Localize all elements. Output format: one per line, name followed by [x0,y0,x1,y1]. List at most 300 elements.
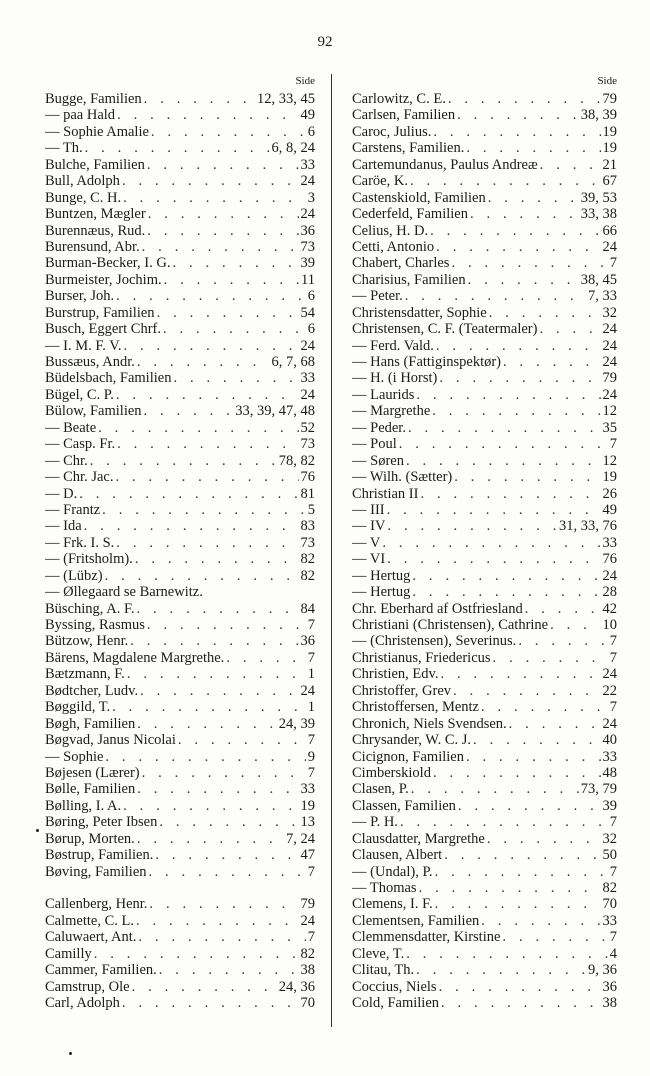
index-entry [45,749,315,765]
entry-name: Chronich, Niels Svendsen. [352,715,507,732]
index-entry [352,716,617,732]
entry-name: — D. [45,485,78,502]
entry-name: — Chr. Jac. [45,469,114,486]
entry-name: Bunge, C. H. [45,189,122,206]
entry-name: Burser, Joh. [45,288,115,305]
index-entry [45,666,315,682]
index-entry [352,929,617,945]
entry-pages: 83 [300,518,315,535]
entry-name: Bügel, C. P. [45,386,114,403]
leader-dots [457,107,579,123]
entry-name: Buntzen, Mægler [45,206,146,223]
leader-dots [115,469,298,485]
index-entry [352,617,617,633]
index-entry [45,206,315,222]
entry-pages: 76 [602,551,617,568]
entry-pages: 39, 53 [580,189,617,206]
entry-pages: 70 [602,896,617,913]
entry-name: — IV [352,518,386,535]
index-entry [352,666,617,682]
leader-dots [416,387,600,403]
index-entry [352,239,617,255]
leader-dots [387,551,600,567]
entry-pages: 70 [300,995,315,1012]
entry-name: Clausdatter, Margrethe [352,830,485,847]
entry-name: Chr. Eberhard af Ostfriesland [352,600,523,617]
entry-name: — Frk. I. S. [45,534,115,551]
entry-pages: 24 [300,912,315,929]
index-entry [352,568,617,584]
index-entry [352,436,617,452]
leader-dots [79,486,298,502]
entry-name: Classen, Familien [352,797,456,814]
entry-name: Christoffer, Grev [352,682,452,699]
leader-dots [405,288,586,304]
leader-dots [454,469,600,485]
leader-dots [84,518,299,534]
entry-pages: 33 [300,781,315,798]
index-entry [352,962,617,978]
entry-pages: 24 [602,567,617,584]
leader-dots [144,403,234,419]
entry-name: Carlowitz, C. E. [352,91,446,107]
entry-pages: 84 [300,600,315,617]
index-entry [352,847,617,863]
entry-pages: 7 [609,255,617,272]
leader-dots [406,946,608,962]
entry-pages: 54 [300,304,315,321]
index-entry [352,403,617,419]
index-entry [45,814,315,830]
index-entry [45,601,315,617]
entry-name: Christensdatter, Sophie [352,304,487,321]
entry-name: — Ferd. Vald. [352,337,434,354]
leader-dots [432,403,600,419]
index-entry [352,896,617,912]
leader-dots [433,765,601,781]
leader-dots [470,206,579,222]
entry-name: Bull, Adolph [45,173,120,190]
leader-dots [117,436,298,452]
index-entry [352,91,617,107]
leader-dots [147,157,299,173]
entry-pages: 24 [300,173,315,190]
leader-dots [102,502,306,518]
right-entries [352,91,617,1012]
index-entry [45,535,315,551]
index-entry [352,864,617,880]
entry-pages: 33 [602,748,617,765]
leader-dots [540,157,601,173]
entry-name: Bøving, Familien [45,863,147,880]
entry-pages: 28 [602,584,617,601]
entry-pages: 19 [602,123,617,140]
entry-pages: 38 [300,962,315,979]
entry-name: — (Undal), P. [352,863,433,880]
entry-name: Clasen, P. [352,781,409,798]
leader-dots [130,633,298,649]
entry-name: Bülow, Familien [45,403,142,420]
index-entry [45,403,315,419]
entry-name: Camilly [45,945,92,962]
entry-pages: 42 [602,600,617,617]
leader-dots [525,601,601,617]
leader-dots [164,272,299,288]
entry-name: Carlsen, Familien [352,107,456,124]
entry-pages: 82 [300,567,315,584]
entry-pages: 33 [300,370,315,387]
index-entry [45,140,315,156]
leader-dots [412,584,600,600]
leader-dots [458,798,601,814]
entry-name: Bøjesen (Lærer) [45,764,140,781]
index-entry [45,469,315,485]
entry-name: — Ida [45,518,82,535]
leader-dots [419,880,601,896]
index-entry [45,781,315,797]
entry-name: Børup, Morten. [45,830,135,847]
entry-name: — Thomas [352,880,417,896]
index-entry [352,255,617,271]
entry-name: Clementsen, Familien [352,912,480,929]
index-entry [45,995,315,1011]
leader-dots [136,601,298,617]
leader-dots [132,979,277,995]
index-entry [352,601,617,617]
entry-name: Cicignon, Familien [352,748,464,765]
index-entry [45,864,315,880]
entry-pages: 39 [602,797,617,814]
index-entry [45,617,315,633]
entry-pages: 33 [300,156,315,173]
leader-dots [147,617,306,633]
index-entry [352,535,617,551]
entry-pages: 66 [602,222,617,239]
entry-name: — Laurids [352,386,415,403]
index-entry [45,732,315,748]
entry-pages: 7, 33 [588,288,617,305]
index-entry [45,338,315,354]
index-entry [45,699,315,715]
index-entry [45,568,315,584]
entry-pages: 49 [602,501,617,518]
entry-pages: 24 [602,321,617,338]
entry-name: — Casp. Fr. [45,436,116,453]
index-entry [352,338,617,354]
entry-name: Christien, Edv. [352,666,439,683]
index-entry [352,732,617,748]
leader-dots [149,896,298,912]
entry-pages: 78, 82 [278,452,315,469]
index-entry [45,305,315,321]
leader-dots [127,666,306,682]
entry-pages: 38, 45 [580,271,617,288]
entry-name: Bussæus, Andr. [45,354,135,370]
leader-dots [518,633,607,649]
entry-pages: 52 [300,419,315,436]
index-entry [352,453,617,469]
entry-name: Bärens, Magdalene Margrethe. [45,649,225,666]
index-entry [352,781,617,797]
index-entry [352,814,617,830]
entry-name: Christoffersen, Mentz [352,699,479,716]
entry-name: Burennæus, Rud. [45,222,146,239]
leader-dots [98,420,298,436]
entry-pages: 13 [300,814,315,831]
index-entry [352,650,617,666]
entry-pages: 50 [602,847,617,864]
entry-pages: 32 [602,304,617,321]
index-entry [45,765,315,781]
index-entry [352,124,617,140]
index-entry [45,272,315,288]
entry-pages: 33 [602,912,617,929]
index-entry [352,486,617,502]
leader-dots [411,781,579,797]
entry-name: — Sophie [45,748,104,765]
entry-name: — Øllegaard se Barnewitz. [45,584,203,601]
entry-name: — (Christensen), Severinus. [352,633,517,650]
left-entries [45,91,315,1012]
leader-dots [137,831,284,847]
entry-name: Cimberskiold [352,764,431,781]
leader-dots [116,288,306,304]
entry-name: Charisius, Familien [352,271,466,288]
leader-dots [85,140,270,156]
entry-pages: 82 [300,945,315,962]
entry-pages: 73 [300,436,315,453]
entry-pages: 4 [609,945,617,962]
entry-name: Clitau, Th. [352,962,415,979]
entry-pages: 47 [300,847,315,864]
index-entry [45,929,315,945]
left-index-column [45,74,315,1012]
entry-pages: 73 [300,534,315,551]
entry-pages: 12 [602,452,617,469]
entry-name: Carl, Adolph [45,995,120,1012]
index-entry [352,107,617,123]
entry-name: Coccius, Niels [352,978,437,995]
entry-pages: 12, 33, 45 [257,91,315,107]
entry-name: Burman-Becker, I. G. [45,255,171,272]
entry-name: — (Lübz) [45,567,103,584]
entry-pages: 24 [602,238,617,255]
index-entry [352,223,617,239]
index-entry [352,173,617,189]
entry-pages: 36 [602,978,617,995]
index-entry [45,847,315,863]
leader-dots [122,173,299,189]
entry-pages: 32 [602,830,617,847]
index-entry [45,239,315,255]
leader-dots [436,338,601,354]
leader-dots [163,321,306,337]
leader-dots [123,190,306,206]
entry-pages: 36 [300,222,315,239]
entry-pages: 48 [602,764,617,781]
entry-pages: 9 [307,748,315,765]
entry-pages: 24 [602,354,617,370]
index-entry [45,387,315,403]
entry-name: Büsching, A. F. [45,600,135,617]
index-entry [352,946,617,962]
entry-pages: 7 [609,633,617,650]
leader-dots [116,535,298,551]
index-entry [45,190,315,206]
entry-name: Clemmensdatter, Kirstine [352,929,501,946]
leader-dots [481,913,600,929]
index-entry [45,91,315,107]
leader-dots [172,255,298,271]
entry-name: Christianus, Friedericus [352,649,491,666]
entry-name: Cartemundanus, Paulus Andreæ [352,156,538,173]
entry-pages: 6 [307,321,315,338]
entry-name: Caluwaert, Ant. [45,929,137,946]
entry-pages: 81 [300,485,315,502]
print-speck [69,1052,72,1055]
index-entry [45,683,315,699]
leader-dots [435,896,601,912]
index-entry [45,798,315,814]
leader-dots [466,749,601,765]
leader-dots [503,354,600,370]
leader-dots [94,946,299,962]
entry-pages: 7 [307,929,315,946]
entry-name: — V [352,534,381,551]
entry-name: Caröe, K. [352,173,408,190]
leader-dots [155,847,298,863]
entry-pages: 7 [307,863,315,880]
leader-dots [451,255,607,271]
entry-name: — paa Hald [45,107,116,124]
entry-pages: 31, 33, 76 [559,518,617,535]
index-entry [352,272,617,288]
leader-dots [550,617,600,633]
leader-dots [122,995,299,1011]
entry-pages: 40 [602,732,617,749]
entry-pages: 7 [609,863,617,880]
index-entry [352,749,617,765]
entry-name: Christian II [352,485,419,502]
entry-name: — Frantz [45,501,101,518]
page-number: 92 [317,34,333,50]
leader-dots [138,929,305,945]
entry-name: — Hans (Fattiginspektør) [352,354,502,370]
leader-dots [136,913,299,929]
index-entry [352,157,617,173]
side-header: Side [295,75,315,87]
entry-name: Cammer, Familien. [45,962,157,979]
leader-dots [509,716,601,732]
leader-dots [408,420,601,436]
index-entry [352,798,617,814]
entry-pages: 7 [609,699,617,716]
entry-pages: 38 [602,995,617,1012]
index-entry [45,584,315,600]
leader-dots [400,814,608,830]
leader-dots [116,387,299,403]
entry-pages: 1 [307,666,315,683]
entry-pages: 19 [300,797,315,814]
entry-name: Bützow, Henr. [45,633,129,650]
column-divider [331,74,332,1027]
entry-name: Cleve, T. [352,945,405,962]
entry-name: Bøggild, T. [45,699,111,716]
index-entry [352,469,617,485]
index-entry [352,551,617,567]
leader-dots [481,699,608,715]
entry-pages: 22 [602,682,617,699]
entry-pages: 67 [602,173,617,190]
index-entry [45,502,315,518]
entry-name: Celius, H. D. [352,222,429,239]
entry-name: Christensen, C. F. (Teatermaler) [352,321,538,338]
leader-dots [488,190,579,206]
entry-name: Callenberg, Henr. [45,896,148,913]
entry-pages: 82 [602,880,617,896]
entry-pages: 12 [602,403,617,420]
index-entry [352,633,617,649]
index-entry [352,831,617,847]
entry-pages: 9, 36 [588,962,617,979]
index-entry [352,387,617,403]
leader-dots [410,173,601,189]
leader-dots [382,535,600,551]
leader-dots [137,354,270,370]
entry-name: Cederfeld, Familien [352,206,468,223]
entry-name: — H. (i Horst) [352,370,438,387]
leader-dots [387,518,557,534]
leader-dots [142,239,299,255]
entry-pages: 79 [602,370,617,387]
right-index-column [352,74,617,1012]
entry-name: Bøgh, Familien [45,715,136,732]
leader-dots [435,864,608,880]
index-entry [352,913,617,929]
index-entry [45,124,315,140]
entry-name: Chrysander, W. C. J. [352,732,472,749]
entry-pages: 24 [300,337,315,354]
entry-pages: 7 [307,649,315,666]
entry-pages: 24 [602,666,617,683]
leader-dots [473,732,600,748]
entry-pages: 7 [609,814,617,831]
print-speck [36,829,39,832]
leader-dots [144,91,255,107]
entry-name: Børing, Peter Ibsen [45,814,158,831]
entry-pages: 33 [602,534,617,551]
leader-dots [149,864,306,880]
entry-name: — Poul [352,436,397,453]
leader-dots [226,650,305,666]
index-entry [45,913,315,929]
entry-pages: 7 [307,617,315,633]
entry-name: Camstrup, Ole [45,978,130,995]
entry-pages: 49 [300,107,315,124]
entry-pages: 76 [300,469,315,486]
index-entry [45,157,315,173]
index-entry [352,995,617,1011]
index-entry [45,650,315,666]
entry-pages: 24 [300,682,315,699]
entry-name: — Hertug [352,567,411,584]
entry-name: — Margrethe [352,403,431,420]
leader-dots [420,486,600,502]
index-entry [352,979,617,995]
entry-pages: 24, 36 [278,978,315,995]
entry-name: Clausen, Albert [352,847,443,864]
entry-pages: 7, 24 [286,830,315,847]
